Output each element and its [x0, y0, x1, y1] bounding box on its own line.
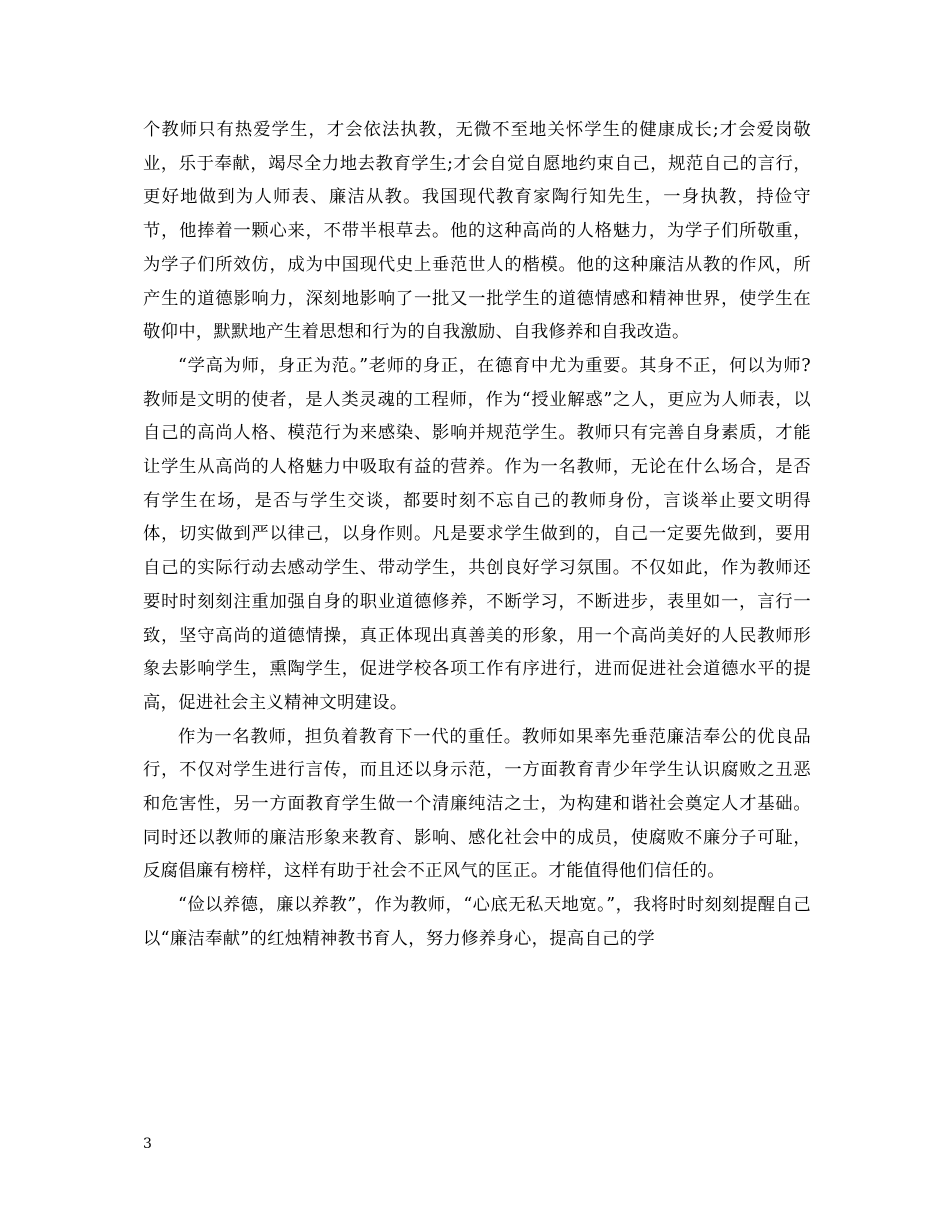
- page-number: 3: [143, 1136, 152, 1152]
- paragraph-2: “学高为师，身正为范。”老师的身正，在德育中尤为重要。其身不正，何以为师?教师是文明的使者，是人类灵魂的工程师，作为“授业解惑”之人，更应为人师表，以自己的高尚人格、模范行为来感染、影响并规范学生。教师只有完善自身素质，才能让学生从高尚的人格魅力中吸取有益的营养。作为一名教师，无论在什么场合，是否有学生在场，是否与学生交谈，都要时刻不忘自己的教师身份，言谈举止要文明得体，切实做到严以律己，以身作则。凡是要求学生做到的，自己一定要先做到，要用自己的实际行动去感动学生、带动学生，共创良好学习氛围。不仅如此，作为教师还要时时刻刻注重加强自身的职业道德修养，不断学习，不断进步，表里如一，言行一致，坚守高尚的道德情操，真正体现出真善美的形象，用一个高尚美好的人民教师形象去影响学生，熏陶学生，促进学校各项工作有序进行，进而促进社会道德水平的提高，促进社会主义精神文明建设。: [143, 355, 811, 713]
- paragraph-3: 作为一名教师，担负着教育下一代的重任。教师如果率先垂范廉洁奉公的优良品行，不仅对学生进行言传，而且还以身示范，一方面教育青少年学生认识腐败之丑恶和危害性，另一方面教育学生做一个清廉纯洁之士，为构建和谐社会奠定人才基础。同时还以教师的廉洁形象来教育、影响、感化社会中的成员，使腐败不廉分子可耻，反腐倡廉有榜样，这样有助于社会不正风气的匡正。才能值得他们信任的。: [143, 726, 811, 882]
- paragraph-1: 个教师只有热爱学生，才会依法执教，无微不至地关怀学生的健康成长;才会爱岗敬业，乐于奉献，竭尽全力地去教育学生;才会自觉自愿地约束自己，规范自己的言行，更好地做到为人师表、廉洁从教。我国现代教育家陶行知先生，一身执教，持俭守节，他捧着一颗心来，不带半根草去。他的这种高尚的人格魅力，为学子们所敬重，为学子们所效仿，成为中国现代史上垂范世人的楷模。他的这种廉洁从教的作风，所产生的道德影响力，深刻地影响了一批又一批学生的道德情感和精神世界，使学生在敬仰中，默默地产生着思想和行为的自我激励、自我修养和自我改造。: [143, 120, 811, 343]
- paragraph-4: “俭以养德，廉以养教”，作为教师，“心底无私天地宽。”，我将时时刻刻提醒自己以“廉洁奉献”的红烛精神教书育人，努力修养身心，提高自己的学: [143, 895, 811, 949]
- body-text: [143, 114, 811, 957]
